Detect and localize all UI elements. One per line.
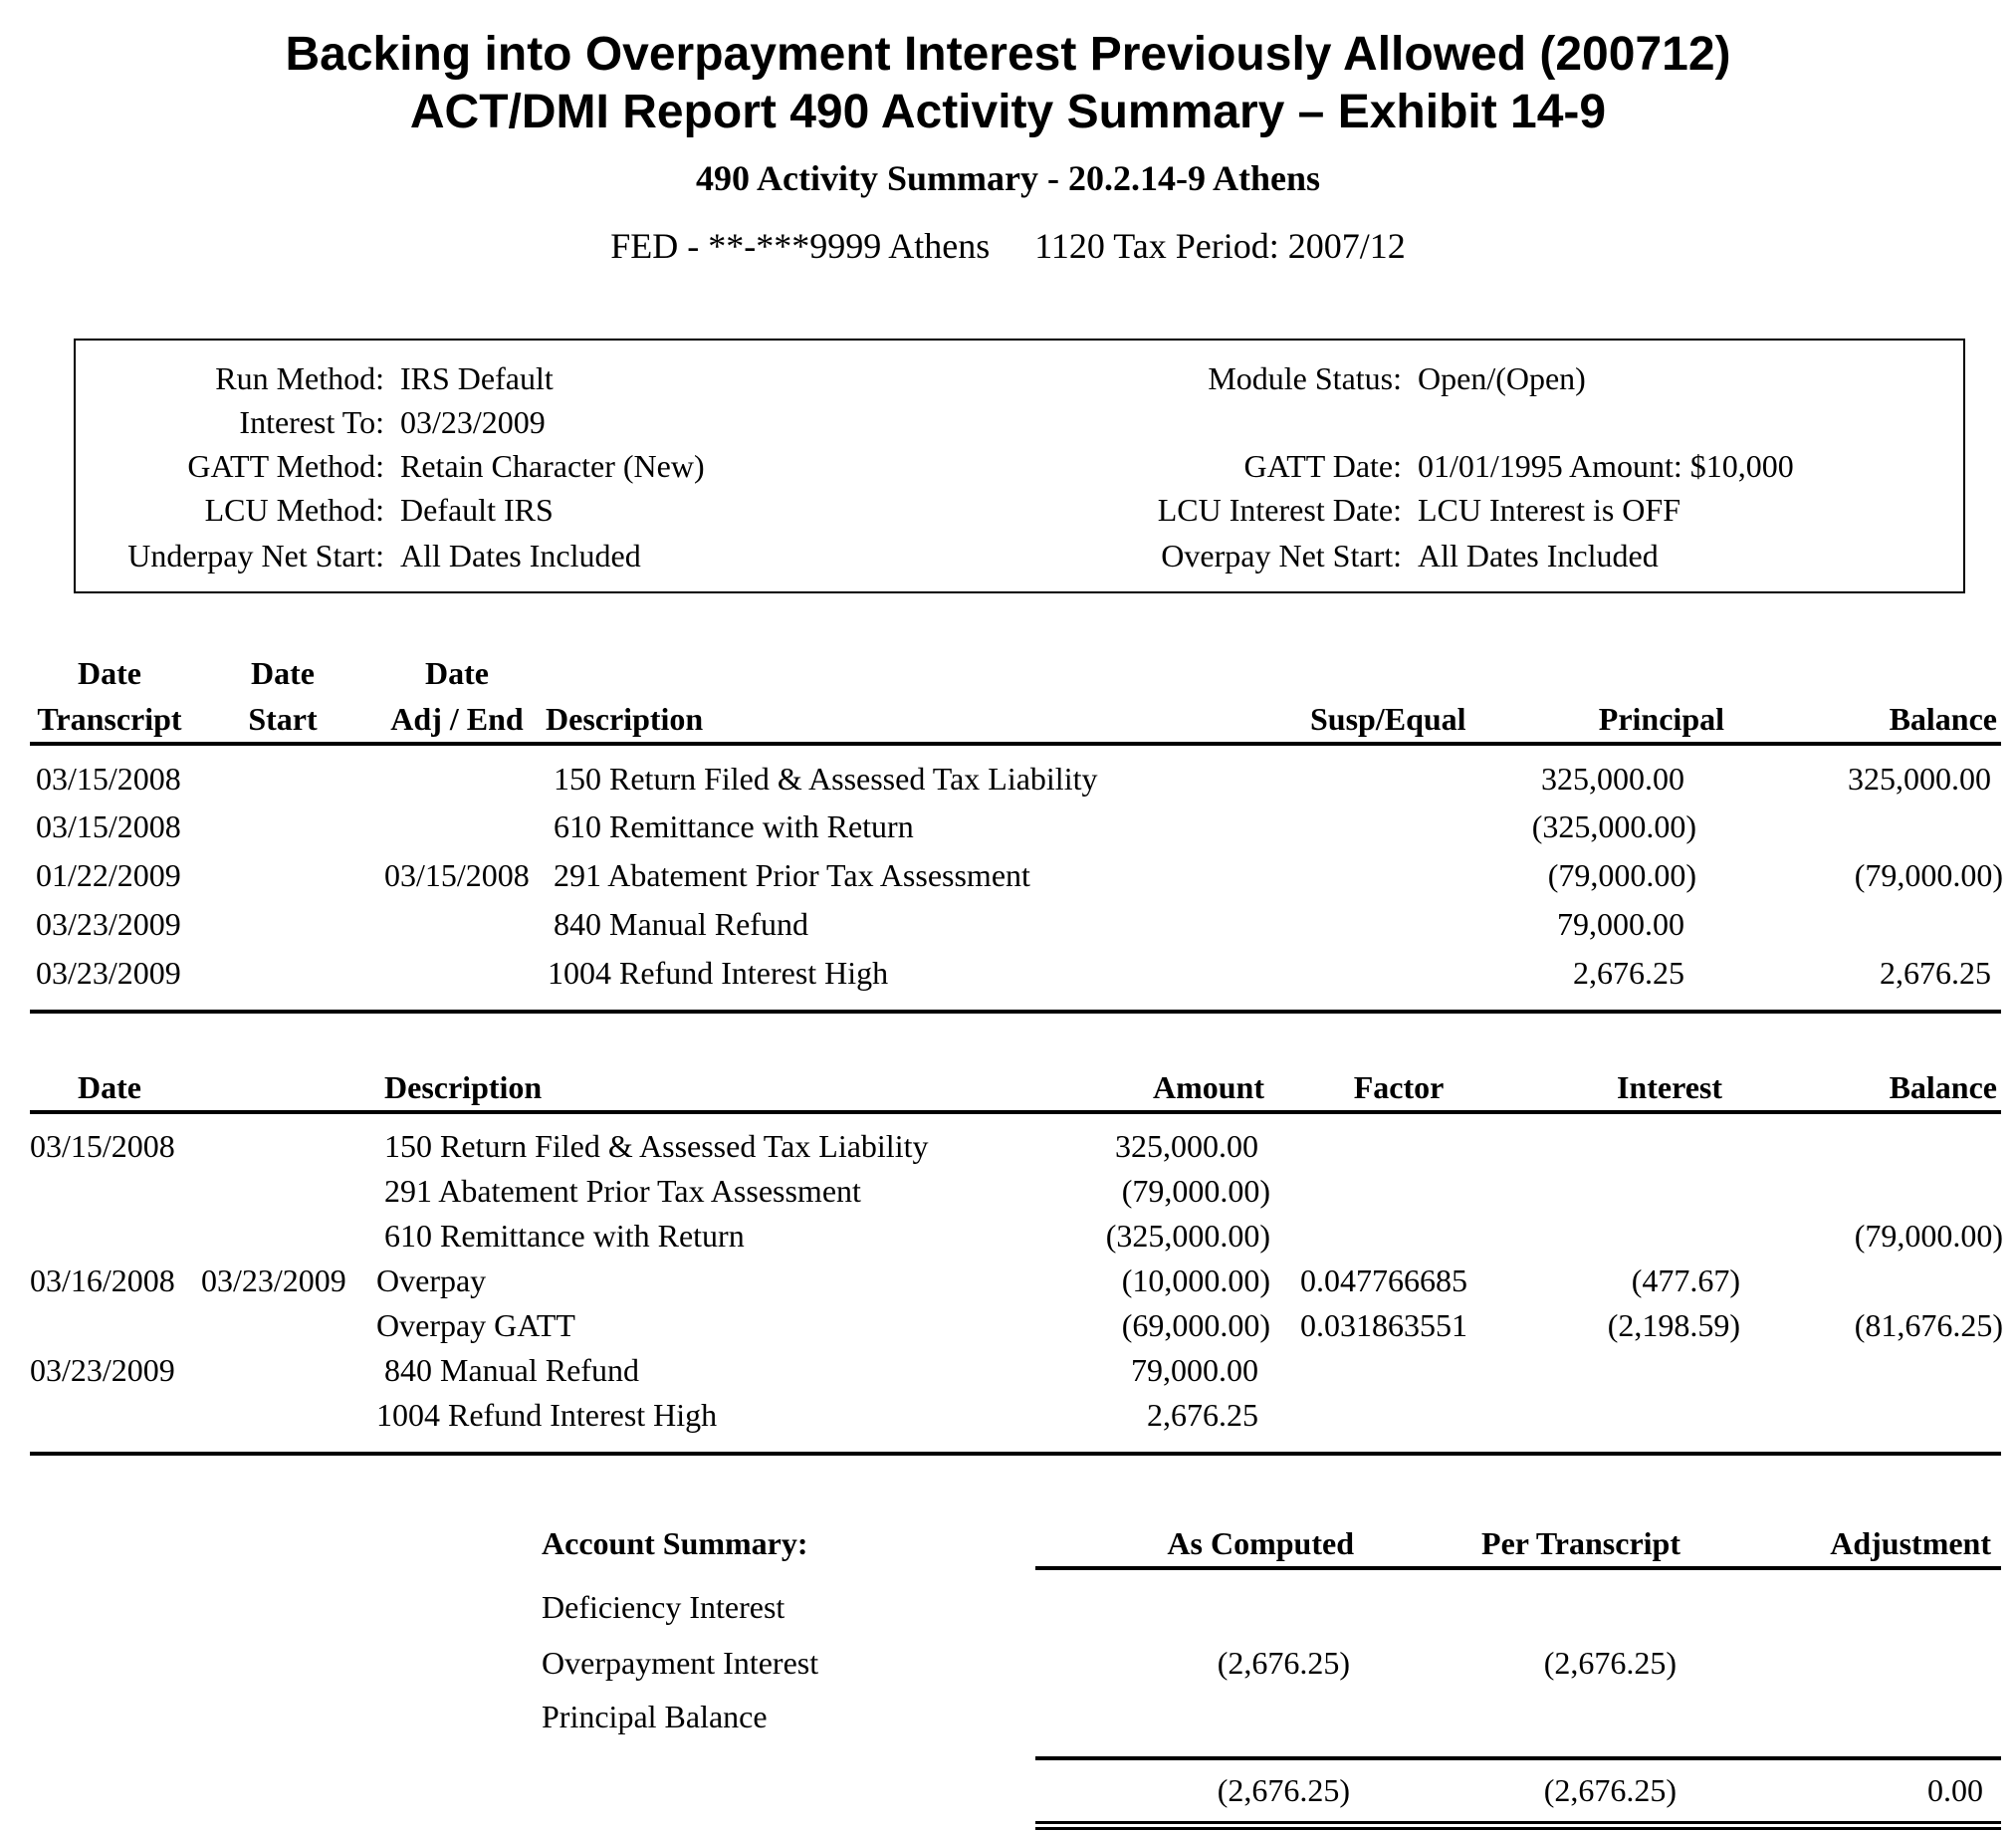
report-title-line2: ACT/DMI Report 490 Activity Summary – Exhibit 14-9 <box>409 86 1607 138</box>
cell-principal: 2,676.25 <box>1573 955 1684 991</box>
lcu-method-value: Default IRS <box>400 492 554 528</box>
col-per-transcript: Per Transcript <box>1481 1525 1680 1561</box>
interest-bottom-rule <box>30 1452 2001 1456</box>
cell-description: 610 Remittance with Return <box>384 1218 745 1254</box>
summary-header-rule <box>1035 1566 2001 1570</box>
summary-label: Deficiency Interest <box>542 1589 785 1625</box>
cell-description: 150 Return Filed & Assessed Tax Liability <box>384 1128 929 1164</box>
interest-to-value: 03/23/2009 <box>400 404 546 440</box>
cell-balance: 2,676.25 <box>1880 955 1991 991</box>
report-subtitle: 490 Activity Summary - 20.2.14-9 Athens <box>696 158 1320 198</box>
cell-amount: 2,676.25 <box>1147 1397 1258 1433</box>
col-adjustment: Adjustment <box>1830 1525 1991 1561</box>
cell-date-transcript: 01/22/2009 <box>36 857 181 893</box>
total-as-computed: (2,676.25) <box>1217 1772 1350 1808</box>
col-factor: Factor <box>1353 1069 1445 1105</box>
cell-date-transcript: 03/23/2009 <box>36 955 181 991</box>
module-status-value: Open/(Open) <box>1418 360 1586 396</box>
cell-description: 150 Return Filed & Assessed Tax Liability <box>554 761 1098 797</box>
cell-amount: 325,000.00 <box>1115 1128 1258 1164</box>
total-adjustment: 0.00 <box>1927 1772 1983 1808</box>
overpay-net-start-value: All Dates Included <box>1418 538 1659 573</box>
col-date-start-line1: Date <box>251 655 315 691</box>
lcu-interest-date-label: LCU Interest Date: <box>1157 492 1402 528</box>
cell-interest: (477.67) <box>1631 1262 1740 1298</box>
cell-balance: (79,000.00) <box>1854 857 2003 893</box>
run-method-label: Run Method: <box>215 360 384 396</box>
gatt-date-value: 01/01/1995 Amount: $10,000 <box>1418 448 1794 484</box>
cell-description: 1004 Refund Interest High <box>376 1397 718 1433</box>
cell-amount: (325,000.00) <box>1105 1218 1270 1254</box>
summary-as-computed: (2,676.25) <box>1217 1645 1350 1681</box>
col-date: Date <box>78 1069 141 1105</box>
account-summary-title: Account Summary: <box>542 1525 808 1561</box>
col-date-adj-line2: Adj / End <box>390 701 524 737</box>
summary-double-rule-top <box>1035 1821 2001 1824</box>
cell-description: 610 Remittance with Return <box>554 808 914 844</box>
cell-principal: (325,000.00) <box>1531 808 1696 844</box>
interest-to-label: Interest To: <box>239 404 384 440</box>
col-date-transcript-line2: Transcript <box>37 701 182 737</box>
col-balance: Balance <box>1889 701 1997 737</box>
cell-date: 03/23/2009 <box>30 1352 175 1388</box>
gatt-date-label: GATT Date: <box>1243 448 1402 484</box>
cell-date: 03/16/2008 <box>30 1262 175 1298</box>
col-amount: Amount <box>1152 1069 1264 1105</box>
cell-factor: 0.031863551 <box>1300 1307 1467 1343</box>
total-per-transcript: (2,676.25) <box>1543 1772 1677 1808</box>
cell-amount: (79,000.00) <box>1121 1173 1270 1209</box>
col-interest: Interest <box>1616 1069 1722 1105</box>
cell-description: 840 Manual Refund <box>554 906 808 942</box>
col-susp-equal: Susp/Equal <box>1310 701 1466 737</box>
cell-balance: (81,676.25) <box>1854 1307 2003 1343</box>
transcript-bottom-rule <box>30 1010 2001 1014</box>
cell-date: 03/15/2008 <box>30 1128 175 1164</box>
cell-interest: (2,198.59) <box>1607 1307 1740 1343</box>
lcu-method-label: LCU Method: <box>204 492 384 528</box>
col-as-computed: As Computed <box>1167 1525 1354 1561</box>
summary-double-rule-bottom <box>1035 1827 2001 1830</box>
cell-balance: 325,000.00 <box>1848 761 1991 797</box>
gatt-method-value: Retain Character (New) <box>400 448 705 484</box>
summary-total-rule <box>1035 1756 2001 1760</box>
cell-principal: 79,000.00 <box>1557 906 1684 942</box>
cell-description: Overpay GATT <box>376 1307 575 1343</box>
summary-per-transcript: (2,676.25) <box>1543 1645 1677 1681</box>
col-date-adj-line1: Date <box>425 655 489 691</box>
transcript-header-rule <box>30 742 2001 746</box>
report-title-line1: Backing into Overpayment Interest Previously Allowed (200712) <box>285 28 1731 81</box>
lcu-interest-date-value: LCU Interest is OFF <box>1418 492 1680 528</box>
col-date-transcript-line1: Date <box>78 655 141 691</box>
cell-date-transcript: 03/15/2008 <box>36 808 181 844</box>
summary-label: Overpayment Interest <box>542 1645 819 1681</box>
interest-header-rule <box>30 1110 2001 1114</box>
cell-amount: (10,000.00) <box>1121 1262 1270 1298</box>
gatt-method-label: GATT Method: <box>187 448 384 484</box>
cell-amount: (69,000.00) <box>1121 1307 1270 1343</box>
cell-balance: (79,000.00) <box>1854 1218 2003 1254</box>
cell-description: 291 Abatement Prior Tax Assessment <box>554 857 1030 893</box>
cell-description: Overpay <box>376 1262 487 1298</box>
cell-date-transcript: 03/23/2009 <box>36 906 181 942</box>
entity-line: FED - **-***9999 Athens 1120 Tax Period: 2007/12 <box>610 226 1406 266</box>
col-date-start-line2: Start <box>248 701 318 737</box>
cell-date-adj-end: 03/15/2008 <box>384 857 530 893</box>
col-description: Description <box>384 1069 543 1105</box>
cell-description: 1004 Refund Interest High <box>548 955 889 991</box>
col-principal: Principal <box>1598 701 1724 737</box>
run-method-value: IRS Default <box>400 360 554 396</box>
underpay-net-start-label: Underpay Net Start: <box>127 538 384 573</box>
cell-factor: 0.047766685 <box>1300 1262 1467 1298</box>
overpay-net-start-label: Overpay Net Start: <box>1161 538 1402 573</box>
module-status-label: Module Status: <box>1208 360 1402 396</box>
cell-date-transcript: 03/15/2008 <box>36 761 181 797</box>
cell-description: 291 Abatement Prior Tax Assessment <box>384 1173 861 1209</box>
cell-principal: 325,000.00 <box>1541 761 1684 797</box>
cell-amount: 79,000.00 <box>1131 1352 1258 1388</box>
cell-description: 840 Manual Refund <box>384 1352 639 1388</box>
col-description: Description <box>546 701 704 737</box>
col-balance: Balance <box>1889 1069 1997 1105</box>
cell-date-end: 03/23/2009 <box>201 1262 346 1298</box>
cell-principal: (79,000.00) <box>1547 857 1696 893</box>
summary-label: Principal Balance <box>542 1699 768 1734</box>
underpay-net-start-value: All Dates Included <box>400 538 641 573</box>
